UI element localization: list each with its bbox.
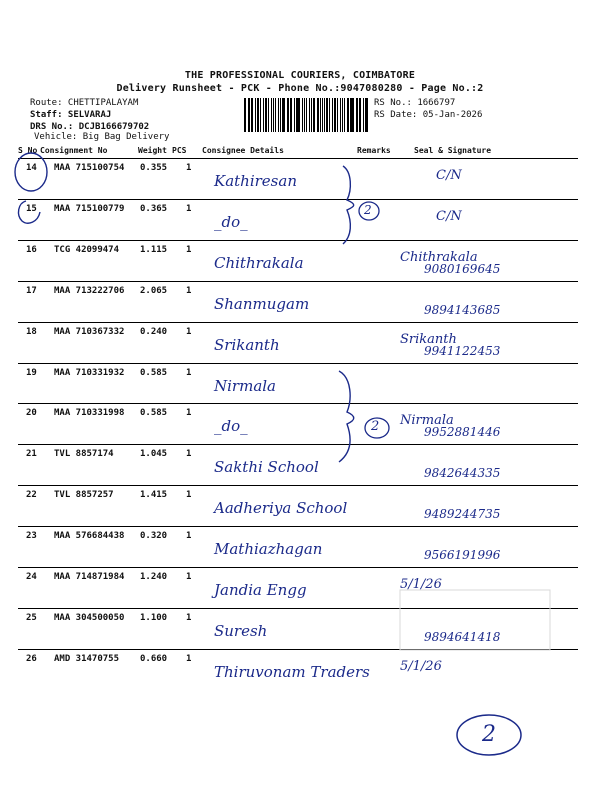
- row-sno: 19: [26, 367, 37, 378]
- row-pcs: 1: [186, 203, 192, 214]
- row-pcs: 1: [186, 408, 192, 419]
- row-consignee-handwritten: Jandia Engg: [214, 581, 307, 599]
- row-signature: 5/1/26: [400, 577, 442, 592]
- row-weight: 1.240: [140, 572, 168, 582]
- row-signature: 5/1/26: [400, 658, 442, 674]
- runsheet-subtitle: Delivery Runsheet - PCK - Phone No.:9047080280 - Page No.:2: [116, 83, 484, 94]
- row-phone: 9952881446: [424, 425, 501, 440]
- row-consignee-handwritten: _do_: [214, 212, 248, 231]
- row-pcs: 1: [186, 326, 192, 337]
- row-sno: 17: [26, 285, 37, 296]
- rs-number: RS No.: 1666797: [374, 98, 456, 108]
- rs-date: RS Date: 05-Jan-2026: [374, 110, 483, 120]
- row-sno: 24: [26, 572, 37, 582]
- row-phone: 9941122453: [424, 343, 501, 358]
- row-consignee-handwritten: Chithrakala: [214, 253, 304, 272]
- row-consignee-handwritten: Sakthi School: [214, 458, 319, 477]
- faint-stamp: [400, 590, 550, 650]
- col-remarks: Remarks: [357, 146, 391, 155]
- row-sno: 20: [26, 408, 37, 419]
- row-consignee-handwritten: Nirmala: [214, 376, 276, 395]
- row-sno: 25: [26, 612, 37, 623]
- page-mark: 2: [482, 722, 496, 747]
- col-pcs: PCS: [172, 146, 187, 155]
- row-sno: 14: [26, 163, 37, 173]
- row-pcs: 1: [186, 572, 192, 582]
- row-sno: 23: [26, 531, 37, 542]
- route-label: Route: CHETTIPALAYAM: [30, 98, 139, 108]
- row-consignee-handwritten: Shanmugam: [214, 294, 310, 313]
- row-weight: 0.240: [140, 326, 168, 337]
- row-phone: 9842644335: [424, 466, 501, 481]
- row-signature: C/N: [436, 208, 462, 224]
- row-consignee-handwritten: Suresh: [214, 621, 268, 640]
- row-sno: 21: [26, 449, 37, 460]
- brace-group-2: [339, 371, 354, 462]
- row-pcs: 1: [186, 163, 192, 173]
- col-consignment: Consignment No: [40, 146, 108, 155]
- row-consignment-no: MAA 304500050: [54, 612, 125, 623]
- col-weight: Weight: [138, 146, 167, 155]
- row-consignment-no: MAA 710331998: [54, 408, 125, 419]
- row-consignment-no: MAA 714871984: [54, 572, 125, 582]
- row-weight: 1.100: [140, 612, 168, 623]
- row-consignee-handwritten: Thiruvonam Traders: [214, 662, 370, 681]
- row-consignment-no: MAA 710331932: [54, 367, 125, 378]
- row-consignment-no: MAA 576684438: [54, 531, 125, 542]
- row-pcs: 1: [186, 531, 192, 542]
- row-weight: 0.365: [140, 203, 168, 214]
- circle-sno-14: [15, 153, 47, 191]
- row-pcs: 1: [186, 449, 192, 460]
- row-signature: Chithrakala: [400, 249, 478, 265]
- circle-sno-15: [19, 201, 40, 223]
- row-signature: Nirmala: [400, 413, 454, 429]
- row-sno: 22: [26, 490, 37, 501]
- row-weight: 0.585: [140, 367, 168, 378]
- row-consignment-no: TCG 42099474: [54, 244, 120, 255]
- brace-group-1: [343, 166, 354, 244]
- row-consignment-no: MAA 710367332: [54, 326, 125, 337]
- row-phone: 9566191996: [424, 548, 501, 563]
- row-weight: 0.355: [140, 163, 168, 173]
- row-consignee-handwritten: Aadheriya School: [214, 499, 348, 518]
- row-weight: 2.065: [140, 285, 168, 296]
- row-pcs: 1: [186, 490, 192, 501]
- row-pcs: 1: [186, 653, 192, 664]
- row-consignee-handwritten: Mathiazhagan: [214, 540, 323, 559]
- row-signature: Srikanth: [400, 331, 457, 347]
- row-weight: 1.415: [140, 490, 168, 501]
- row-phone: 9080169645: [424, 261, 501, 276]
- row-weight: 0.320: [140, 531, 168, 542]
- row-consignment-no: MAA 715100779: [54, 203, 125, 214]
- row-consignment-no: TVL 8857257: [54, 490, 114, 501]
- row-weight: 1.115: [140, 244, 168, 255]
- remark-mark-2: 2: [371, 419, 380, 434]
- row-sno: 16: [26, 244, 37, 255]
- col-sno: S No: [18, 146, 38, 155]
- row-consignment-no: TVL 8857174: [54, 449, 114, 460]
- row-consignee-handwritten: Kathiresan: [214, 172, 297, 190]
- row-consignee-handwritten: _do_: [214, 417, 248, 436]
- row-consignment-no: MAA 715100754: [54, 163, 125, 173]
- row-weight: 0.585: [140, 408, 168, 419]
- row-sno: 26: [26, 653, 37, 664]
- row-pcs: 1: [186, 367, 192, 378]
- col-seal-signature: Seal & Signature: [414, 146, 492, 155]
- row-pcs: 1: [186, 244, 192, 255]
- row-phone: 9489244735: [424, 507, 501, 522]
- row-weight: 1.045: [140, 449, 168, 460]
- company-title: THE PROFESSIONAL COURIERS, COIMBATORE: [184, 70, 416, 81]
- drs-label: DRS No.: DCJB166679702: [30, 122, 150, 132]
- row-consignment-no: AMD 31470755: [54, 653, 120, 664]
- row-consignment-no: MAA 713222706: [54, 285, 125, 296]
- staff-label: Staff: SELVARAJ: [30, 110, 112, 120]
- col-consignee: Consignee Details: [202, 146, 284, 155]
- row-sno: 18: [26, 326, 37, 337]
- row-pcs: 1: [186, 285, 192, 296]
- remark-mark-1: 2: [364, 203, 372, 217]
- row-consignee-handwritten: Srikanth: [214, 335, 280, 354]
- row-sno: 15: [26, 203, 37, 214]
- row-pcs: 1: [186, 612, 192, 623]
- row-phone: 9894641418: [424, 629, 501, 644]
- row-weight: 0.660: [140, 653, 168, 664]
- row-phone: 9894143685: [424, 302, 501, 317]
- vehicle-label: Vehicle: Big Bag Delivery: [34, 132, 170, 142]
- row-signature: C/N: [436, 168, 462, 183]
